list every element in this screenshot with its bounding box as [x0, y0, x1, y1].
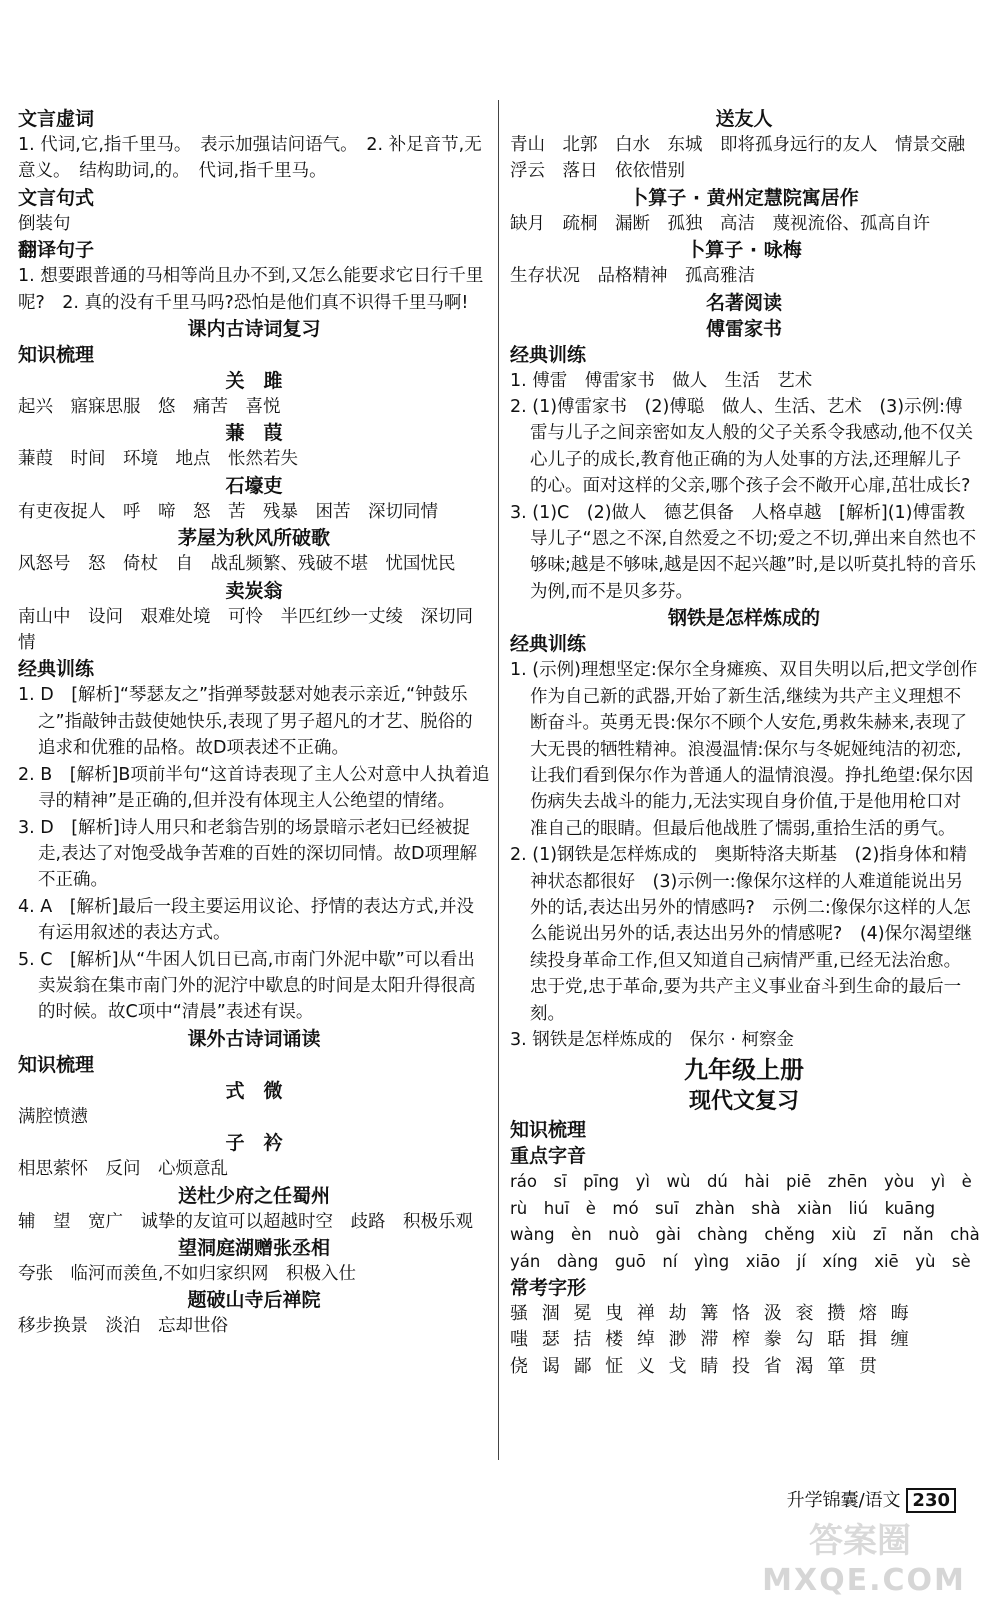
answer-item: 4. A [解析]最后一段主要运用议论、抒情的表达方式,并没有运用叙述的表达方式。 [18, 896, 474, 944]
poem-title: 卜算子 · 黄州定慧院寓居作 [629, 186, 859, 209]
right-column [510, 106, 983, 1380]
answer-text: 1. 想要跟普通的马相等尚且办不到,又怎么能要求它日行千里呢? 2. 真的没有千里马吗?恐怕是他们真不识得千里马啊! [18, 266, 484, 313]
answer-item: 1. (示例)理想坚定:保尔全身瘫痪、双目失明以后,把文学创作作为自己新的武器,开始了新生活,继续为共产主义理想不断奋斗。英勇无畏:保尔不顾个人安危,勇救朱赫来,表现了大无畏的牺牲精神。浪漫温情:保尔与冬妮娅纯洁的初恋,让我们看到保尔作为普通人的温情浪漫。挣扎绝望:保尔因伤病失去战斗的能力,无法实现自身价值,于是他用枪口对准自己的眼睛。但最后他战胜了懦弱,重拾生活的勇气。 [510, 660, 978, 839]
poem-title: 卜算子 · 咏梅 [686, 239, 802, 262]
section-heading: 知识梳理 [18, 1053, 95, 1076]
answer-text: 夸张 临河而羡鱼,不如归家织网 积极入仕 [18, 1263, 357, 1284]
section-heading: 常考字形 [510, 1277, 587, 1299]
answer-text: 蒹葭 时间 环境 地点 怅然若失 [18, 449, 298, 470]
answer-text: 起兴 寤寐思服 悠 痛苦 喜悦 [18, 397, 281, 418]
page-footer [787, 1486, 956, 1513]
poem-title: 名著阅读 [705, 291, 782, 314]
answer-item: 2. B [解析]B项前半句“这首诗表现了主人公对意中人执着追寻的精神”是正确的,但并没有体现主人公绝望的情绪。 [18, 764, 490, 812]
answer-item: 2. (1)钢铁是怎样炼成的 奥斯特洛夫斯基 (2)指身体和精神状态都很好 (3)示例一:像保尔这样的人难道能说出另外的话,表达出另外的情感吗? 示例二:像保尔这样的人怎么能说出另外的话,表达出另外的情感呢? (4)保尔渴望继续投身革命工作,但又知道自己病情严重,已经无法治愈。 忠于党,忠于革命,要为共产主义事业奋斗到生命的最后一刻。 [510, 845, 973, 1024]
section-heading: 经典训练 [510, 343, 587, 366]
answer-text: 生存状况 品格精神 孤高雅洁 [510, 266, 755, 287]
answer-text: 满腔愤懑 [18, 1106, 88, 1127]
poem-title: 关 雎 [225, 370, 283, 393]
poem-title: 送友人 [715, 108, 773, 130]
left-column [18, 106, 490, 1340]
char-row: 骚 涸 冕 曳 禅 劫 篝 恪 汲 衮 攒 熔 晦 [510, 1303, 913, 1324]
poem-title: 题破山寺后禅院 [187, 1289, 321, 1312]
answer-text: 倒装句 [18, 213, 71, 234]
pinyin-row: ráo sī pīng yì wù dú hài piē zhēn yòu yì è [510, 1172, 972, 1192]
answer-text: 风怒号 怒 倚杖 自 战乱频繁、残破不堪 忧国忧民 [18, 554, 456, 575]
poem-title: 课内古诗词复习 [187, 318, 321, 341]
page-number: 230 [906, 1488, 956, 1513]
answer-item: 3. D [解析]诗人用只和老翁告别的场景暗示老妇已经被捉走,表达了对饱受战争苦难的百姓的深切同情。故D项理解不正确。 [18, 817, 478, 891]
answer-item: 1. D [解析]“琴瑟友之”指弹琴鼓瑟对她表示亲近,“钟鼓乐之”指敲钟击鼓使她快乐,表现了男子超凡的才艺、脱俗的追求和优雅的品格。故D项表述不正确。 [18, 685, 473, 759]
answer-item: 3. (1)C (2)做人 德艺俱备 人格卓越 [解析](1)傅雷教导儿子“恩之不深,自然爱之不切;爱之不切,弹出来自然也不够味;越是不够味,越是因不起兴趣”时,是以听莫扎特的音乐为例,而不是贝多芬。 [510, 502, 977, 602]
watermark-brand: 答案圈 [809, 1521, 911, 1561]
pinyin-row: yán dàng guō ní yìng xiāo jí xíng xiē yù sè [510, 1251, 971, 1271]
poem-title: 钢铁是怎样炼成的 [667, 607, 820, 630]
section-heading: 经典训练 [18, 658, 95, 681]
pinyin-row: rù huī è mó suī zhàn shà xiàn liú kuāng [510, 1198, 936, 1218]
section-heading: 知识梳理 [510, 1119, 587, 1142]
answer-text: 青山 北郭 白水 东城 即将孤身远行的友人 情景交融 浮云 落日 依依惜别 [510, 135, 983, 182]
poem-title: 送杜少府之任蜀州 [177, 1184, 330, 1207]
answer-text: 有吏夜捉人 呼 啼 怒 苦 残暴 困苦 深切同情 [18, 501, 438, 522]
answer-text: 南山中 设问 艰难处境 可怜 半匹红纱一丈绫 深切同情 [18, 606, 473, 654]
section-heading: 经典训练 [510, 633, 587, 656]
poem-title: 石壕吏 [225, 474, 283, 497]
section-heading: 重点字音 [510, 1145, 587, 1168]
poem-title: 式 微 [225, 1079, 283, 1102]
char-row: 嗤 瑟 拮 楼 绰 渺 滞 榨 豢 勾 聒 揖 缠 [510, 1329, 913, 1351]
answer-item: 5. C [解析]从“牛困人饥日已高,市南门外泥中歇”可以看出卖炭翁在集市南门外的泥泞中歇息的时间是太阳升得很高的时候。故C项中“清晨”表述有误。 [18, 949, 476, 1023]
footer-book-title: 升学锦囊/语文 [786, 1490, 901, 1511]
pinyin-row: wàng èn nuò gài chàng chěng xiù zī nǎn chà [510, 1225, 980, 1245]
section-heading: 知识梳理 [18, 344, 95, 367]
poem-title: 课外古诗词诵读 [187, 1027, 321, 1050]
poem-title: 望洞庭湖赠张丞相 [177, 1236, 330, 1259]
chapter-subtitle: 现代文复习 [688, 1089, 799, 1115]
answer-text: 1. 代词,它,指千里马。 表示加强诘问语气。 2. 补足音节,无意义。 结构助词,的。 代词,指千里马。 [18, 135, 482, 182]
answer-item: 3. 钢铁是怎样炼成的 保尔 · 柯察金 [510, 1029, 794, 1050]
poem-title: 茅屋为秋风所破歌 [177, 527, 330, 550]
answer-item: 2. (1)傅雷家书 (2)傅聪 做人、生活、艺术 (3)示例:傅雷与儿子之间亲密如友人般的父子关系令我感动,他不仅关心儿子的成长,教育他正确的为人处事的方法,还理解儿子的心。面对这样的父亲,哪个孩子会不敞开心扉,茁壮成长? [510, 397, 974, 497]
answer-item: 1. 傅雷 傅雷家书 做人 生活 艺术 [510, 370, 813, 391]
section-heading: 文言句式 [18, 186, 95, 209]
section-heading: 翻译句子 [18, 239, 95, 262]
answer-text: 相思萦怀 反问 心烦意乱 [18, 1159, 228, 1180]
poem-title: 蒹 葭 [225, 422, 283, 445]
answer-text: 移步换景 淡泊 忘却世俗 [18, 1316, 228, 1337]
poem-title: 卖炭翁 [225, 579, 283, 602]
watermark-site: MXQE.COM [762, 1563, 966, 1596]
poem-title: 傅雷家书 [705, 317, 782, 340]
section-heading: 文言虚词 [18, 108, 95, 130]
column-divider [498, 100, 499, 1460]
poem-title: 子 衿 [225, 1132, 283, 1155]
grade-title: 九年级上册 [684, 1056, 804, 1085]
answer-text: 缺月 疏桐 漏断 孤独 高洁 蔑视流俗、孤高自许 [510, 213, 930, 234]
watermark-logo [750, 1516, 978, 1596]
answer-text: 辅 望 宽广 诚挚的友谊可以超越时空 歧路 积极乐观 [18, 1211, 473, 1232]
char-row: 侥 谒 鄙 怔 义 戈 睛 投 省 渴 箪 贯 [510, 1355, 881, 1377]
